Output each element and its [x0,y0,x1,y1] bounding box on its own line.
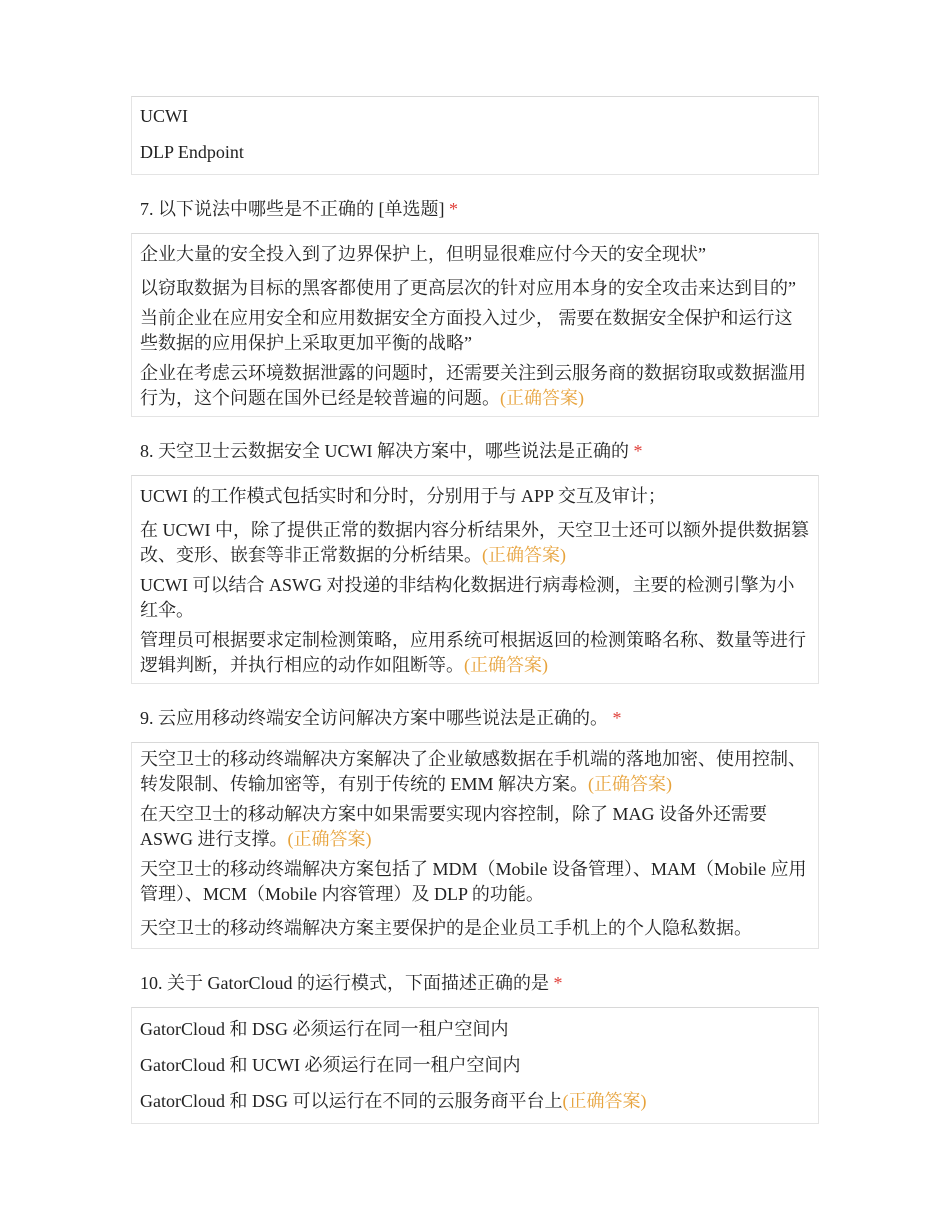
q7-option-2: 以窃取数据为目标的黑客都使用了更高层次的针对应用本身的安全攻击来达到目的” [140,278,796,298]
options-box-q7 [131,233,819,417]
option-dlp-endpoint: DLP Endpoint [140,142,244,162]
correct-answer-tag: (正确答案) [500,388,584,408]
q9-option-3: 天空卫士的移动终端解决方案包括了 MDM（Mobile 设备管理）、MAM（Mobile 应用管理）、MCM（Mobile 内容管理）及 DLP 的功能。 [140,859,807,904]
question-8-text: 8. 天空卫士云数据安全 UCWI 解决方案中，哪些说法是正确的 [140,441,629,461]
options-box-q8 [131,475,819,684]
q7-option-3: 当前企业在应用安全和应用数据安全方面投入过少， 需要在数据安全保护和运行这些数据的应用保护上采取更加平衡的战略” [140,308,793,353]
question-9-title [140,706,819,731]
correct-answer-tag: (正确答案) [588,774,673,794]
question-8-title [140,439,819,464]
q10-option-2: GatorCloud 和 UCWI 必须运行在同一租户空间内 [140,1055,521,1075]
q8-option-2-text: 在 UCWI 中，除了提供正常的数据内容分析结果外，天空卫士还可以额外提供数据篡改、变形、嵌套等非正常数据的分析结果。 [140,520,809,565]
q8-option-2 [140,516,809,571]
q8-option-3: UCWI 可以结合 ASWG 对投递的非结构化数据进行病毒检测，主要的检测引擎为小红伞。 [140,575,795,620]
q10-option-3 [140,1084,809,1120]
q10-option-3-text: GatorCloud 和 DSG 可以运行在不同的云服务商平台上 [140,1091,563,1111]
survey-page [131,96,819,1124]
correct-answer-tag: (正确答案) [464,655,548,675]
q9-option-1-text: 天空卫士的移动终端解决方案解决了企业敏感数据在手机端的落地加密、使用控制、转发限制、传输加密等，有别于传统的 EMM 解决方案。 [140,749,806,794]
required-mark: * [553,973,563,993]
options-box-q10 [131,1007,819,1124]
q8-option-4 [140,626,809,681]
option-ucwi: UCWI [140,106,188,126]
q8-option-1: UCWI 的工作模式包括实时和分时，分别用于与 APP 交互及审计； [140,486,666,506]
required-mark: * [612,708,622,728]
correct-answer-tag: (正确答案) [482,545,566,565]
required-mark: * [449,199,458,219]
question-10-text: 10. 关于 GatorCloud 的运行模式，下面描述正确的是 [140,973,549,993]
q9-option-1 [140,745,809,800]
required-mark: * [633,441,643,461]
correct-answer-tag: (正确答案) [287,829,372,849]
q10-option-1: GatorCloud 和 DSG 必须运行在同一租户空间内 [140,1019,509,1039]
question-7-text: 7. 以下说法中哪些是不正确的 [单选题] [140,199,445,219]
q7-option-1: 企业大量的安全投入到了边界保护上，但明显很难应付今天的安全现状” [140,244,706,264]
q9-option-2 [140,800,809,855]
q9-option-2-text: 在天空卫士的移动解决方案中如果需要实现内容控制，除了 MAG 设备外还需要 ASWG 进行支撑。 [140,804,767,849]
question-7-title [140,197,819,222]
options-box-q6 [131,96,819,175]
q7-option-4 [140,359,809,414]
q8-option-4-text: 管理员可根据要求定制检测策略，应用系统可根据返回的检测策略名称、数量等进行逻辑判断，并执行相应的动作如阻断等。 [140,630,806,675]
q9-option-4: 天空卫士的移动终端解决方案主要保护的是企业员工手机上的个人隐私数据。 [140,918,752,938]
correct-answer-tag: (正确答案) [562,1091,647,1111]
q7-option-4-text: 企业在考虑云环境数据泄露的问题时，还需要关注到云服务商的数据窃取或数据滥用行为，这个问题在国外已经是较普遍的问题。 [140,363,806,408]
options-box-q9 [131,742,819,949]
question-9-text: 9. 云应用移动终端安全访问解决方案中哪些说法是正确的。 [140,708,608,728]
question-10-title [140,971,819,996]
